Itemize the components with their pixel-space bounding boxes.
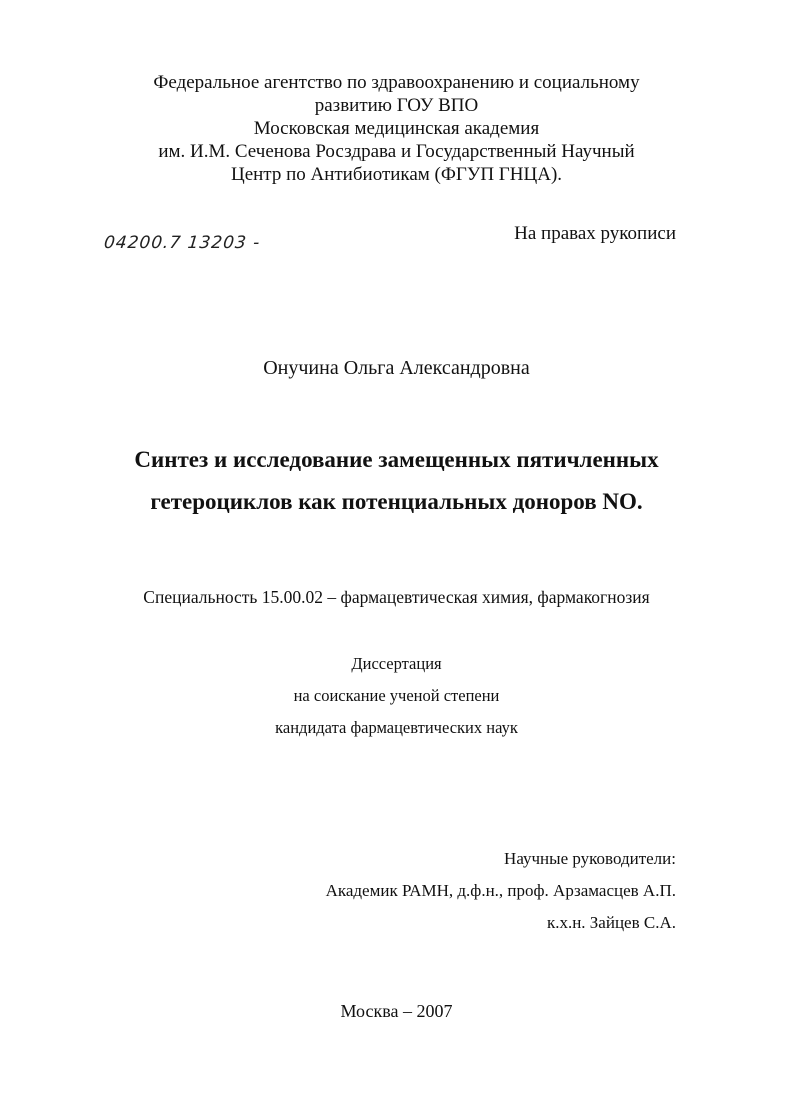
supervisors-block (326, 843, 676, 939)
title-line: Синтез и исследование замещенных пятичленных (134, 447, 659, 472)
degree-line: на соискание ученой степени (293, 686, 500, 705)
handwritten-registration-number: 04200.7 13203 - (102, 233, 262, 253)
rights-note: На правах рукописи (514, 223, 676, 244)
header-line: Московская медицинская академия (253, 118, 540, 139)
header-line: им. И.М. Сеченова Росздрава и Государственный Научный (158, 141, 635, 162)
supervisors-heading: Научные руководители: (504, 849, 676, 868)
title-line: гетероциклов как потенциальных доноров NO. (150, 489, 643, 514)
author-name: Онучина Ольга Александровна (263, 357, 530, 379)
header-line: Центр по Антибиотикам (ФГУП ГНЦА). (230, 164, 563, 185)
organization-header (0, 71, 793, 186)
header-line: развитию ГОУ ВПО (314, 95, 479, 116)
degree-line: Диссертация (351, 654, 442, 673)
supervisor-name: Академик РАМН, д.ф.н., проф. Арзамасцев А.П. (325, 881, 676, 900)
specialty: Специальность 15.00.02 – фармацевтическая химия, фармакогнозия (143, 587, 650, 607)
degree-line: кандидата фармацевтических наук (275, 718, 518, 737)
dissertation-title (0, 439, 793, 523)
supervisor-name: к.х.н. Зайцев С.А. (546, 913, 676, 932)
header-line: Федеральное агентство по здравоохранению и социальному (153, 72, 640, 93)
city-year: Москва – 2007 (340, 1001, 453, 1021)
degree-block (0, 648, 793, 744)
